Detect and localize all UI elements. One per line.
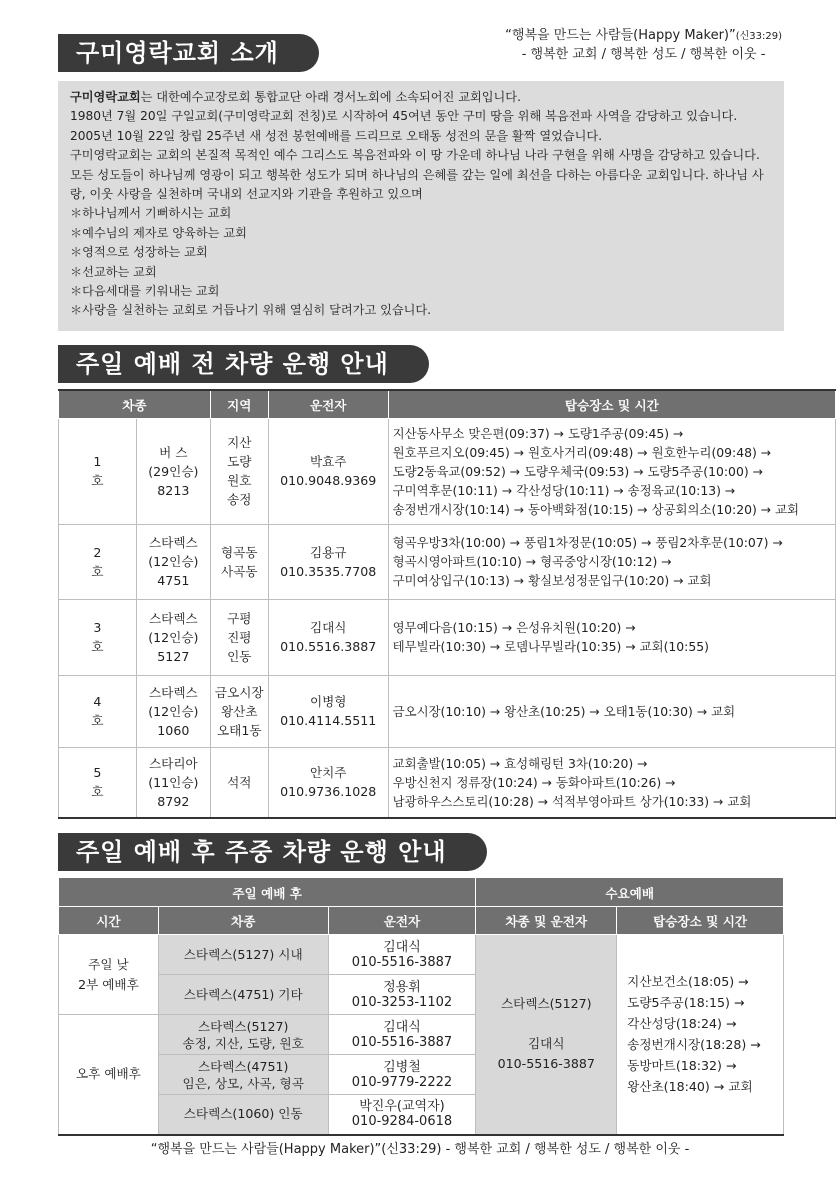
header-driver: 운전자 [328, 907, 476, 935]
vehicle-number: 2 호 [59, 524, 137, 599]
motto-line2: - 행복한 교회 / 행복한 성도 / 행복한 이웃 - [521, 47, 766, 62]
after-title: 주일 예배 후 주중 차량 운행 안내 [58, 833, 487, 871]
vehicle-driver: 박효주 010.9048.9369 [268, 418, 388, 524]
wednesday-route: 지산보건소(18:05) → 도량5주공(18:15) → 각산성당(18:24) → 송정번개시장(18:28) → 동방마트(18:32) → 왕산초(18:40) → 교회 [617, 935, 784, 1135]
vehicle-row [59, 599, 836, 675]
bullet-item: ＊사랑을 실천하는 교회로 거듭나기 위해 열심히 달려가고 있습니다. [70, 303, 432, 318]
motto-verse: (신33:29) [735, 31, 782, 42]
header-time: 시간 [59, 907, 159, 935]
vehicle-type: 스타렉스 (12인승) 1060 [136, 675, 210, 747]
bullet-item: ＊하나님께서 기뻐하시는 교회 [70, 206, 232, 221]
header-driver: 운전자 [268, 390, 388, 418]
bullet-list [70, 204, 772, 320]
header-car-driver: 차종 및 운전자 [476, 907, 617, 935]
footer-motto: “행복을 만드는 사람들(Happy Maker)”(신33:29) - 행복한 교회 / 행복한 성도 / 행복한 이웃 - [150, 1142, 690, 1157]
motto-top [505, 27, 782, 64]
vehicle-row [59, 747, 836, 818]
time-sunday-morning: 주일 낮 2부 예배후 [59, 935, 159, 1015]
header-car: 차종 [158, 907, 328, 935]
vehicle-type: 스타리아 (11인승) 8792 [136, 747, 210, 818]
bullet-item: ＊다음세대를 키워내는 교회 [70, 284, 220, 299]
bullet-item: ＊선교하는 교회 [70, 264, 157, 279]
bullet-item: ＊영적으로 성장하는 교회 [70, 245, 208, 260]
car-cell: 스타렉스(5127) 송정, 지산, 도량, 원호 [158, 1015, 328, 1055]
vehicle-area: 지산 도량 원호 송정 [210, 418, 268, 524]
vehicle-driver: 이병형 010.4114.5511 [268, 675, 388, 747]
driver-cell: 김대식 010-5516-3887 [328, 935, 476, 975]
group-wednesday: 수요예배 [476, 878, 784, 907]
vehicle-driver: 안치주 010.9736.1028 [268, 747, 388, 818]
church-name: 구미영락교회 [70, 90, 141, 104]
before-title: 주일 예배 전 차량 운행 안내 [58, 345, 429, 383]
vehicle-row [59, 524, 836, 599]
before-service-table [58, 389, 836, 819]
after-service-table [58, 877, 784, 1136]
motto-line1: “행복을 만드는 사람들(Happy Maker)” [505, 28, 736, 43]
car-cell: 스타렉스(1060) 인동 [158, 1095, 328, 1135]
intro-title: 구미영락교회 소개 [58, 34, 319, 72]
vehicle-route: 영무예다음(10:15) → 은성유치원(10:20) → 테무빌라(10:30) → 로뎀나무빌라(10:35) → 교회(10:55) [388, 599, 835, 675]
vehicle-driver: 김용규 010.3535.7708 [268, 524, 388, 599]
bullet-item: ＊예수님의 제자로 양육하는 교회 [70, 225, 247, 240]
vehicle-area: 구평 진평 인동 [210, 599, 268, 675]
vehicle-area: 석적 [210, 747, 268, 818]
driver-cell: 박진우(교역자) 010-9284-0618 [328, 1095, 476, 1135]
intro-p3: 구미영락교회는 교회의 본질적 목적인 예수 그리스도 복음전파와 이 땅 가운데 하나님 나라 구현을 위해 사명을 감당하고 있습니다. 모든 성도들이 하나님께 영광이 되고 행복한 성도가 되며 하나님의 은혜를 갚는 일에 최선을 다하는 아름다운 교회입니다. 하나님 사랑, 이웃 사랑을 실천하며 국내외 선교지와 기관을 후원하고 있으며 [70, 148, 764, 202]
header-area: 지역 [210, 390, 268, 418]
intro-p2: 1980년 7월 20일 구일교회(구미영락교회 전칭)로 시작하여 45여년 동안 구미 땅을 위해 복음전파 사역을 감당하고 있습니다. 2005년 10월 22일 창립 25주년 새 성전 봉헌예배를 드리므로 오태동 성전의 문을 활짝 열었습니다. [70, 109, 738, 143]
vehicle-area: 형곡동 사곡동 [210, 524, 268, 599]
vehicle-area: 금오시장 왕산초 오태1동 [210, 675, 268, 747]
vehicle-number: 4 호 [59, 675, 137, 747]
vehicle-type: 스타렉스 (12인승) 4751 [136, 524, 210, 599]
intro-box [58, 81, 784, 331]
car-cell: 스타렉스(5127) 시내 [158, 935, 328, 975]
vehicle-number: 5 호 [59, 747, 137, 818]
header-route: 탑승장소 및 시간 [617, 907, 784, 935]
vehicle-type: 스타렉스 (12인승) 5127 [136, 599, 210, 675]
header-car: 차종 [59, 390, 211, 418]
car-cell: 스타렉스(4751) 기타 [158, 975, 328, 1015]
wednesday-car-driver: 스타렉스(5127) 김대식 010-5516-3887 [476, 935, 617, 1135]
driver-cell: 김병철 010-9779-2222 [328, 1055, 476, 1095]
vehicle-route: 형곡우방3차(10:00) → 풍림1차정문(10:05) → 풍림2차후문(10:07) → 형곡시영아파트(10:10) → 형곡중앙시장(10:12) → 구미여상입구(10:13) → 황실보성정문입구(10:20) → 교회 [388, 524, 835, 599]
vehicle-number: 3 호 [59, 599, 137, 675]
group-after-sunday: 주일 예배 후 [59, 878, 476, 907]
vehicle-driver: 김대식 010.5516.3887 [268, 599, 388, 675]
time-afternoon: 오후 예배후 [59, 1015, 159, 1135]
driver-cell: 정용휘 010-3253-1102 [328, 975, 476, 1015]
vehicle-row [59, 418, 836, 524]
vehicle-route: 교회출발(10:05) → 효성해링턴 3차(10:20) → 우방신천지 정류장(10:24) → 동화아파트(10:26) → 남광하우스스토리(10:28) → 석적부영아파트 상가(10:33) → 교회 [388, 747, 835, 818]
vehicle-row [59, 675, 836, 747]
vehicle-route: 지산동사무소 맞은편(09:37) → 도량1주공(09:45) → 원호푸르지오(09:45) → 원호사거리(09:48) → 원호한누리(09:48) → 도량2동육교(09:52) → 도량우체국(09:53) → 도량5주공(10:00) → 구미역후문(10:11) → 각산성당(10:11) → 송정육교(10:13) → 송정번개시장(10:14) → 동아백화점(10:15) → 상공회의소(10:20) → 교회 [388, 418, 835, 524]
intro-p1: 는 대한예수교장로회 통합교단 아래 경서노회에 소속되어진 교회입니다. [140, 90, 521, 104]
driver-cell: 김대식 010-5516-3887 [328, 1015, 476, 1055]
header-route: 탑승장소 및 시간 [388, 390, 835, 418]
vehicle-type: 버 스 (29인승) 8213 [136, 418, 210, 524]
vehicle-number: 1 호 [59, 418, 137, 524]
car-cell: 스타렉스(4751) 임은, 상모, 사곡, 형곡 [158, 1055, 328, 1095]
vehicle-route: 금오시장(10:10) → 왕산초(10:25) → 오태1동(10:30) → 교회 [388, 675, 835, 747]
